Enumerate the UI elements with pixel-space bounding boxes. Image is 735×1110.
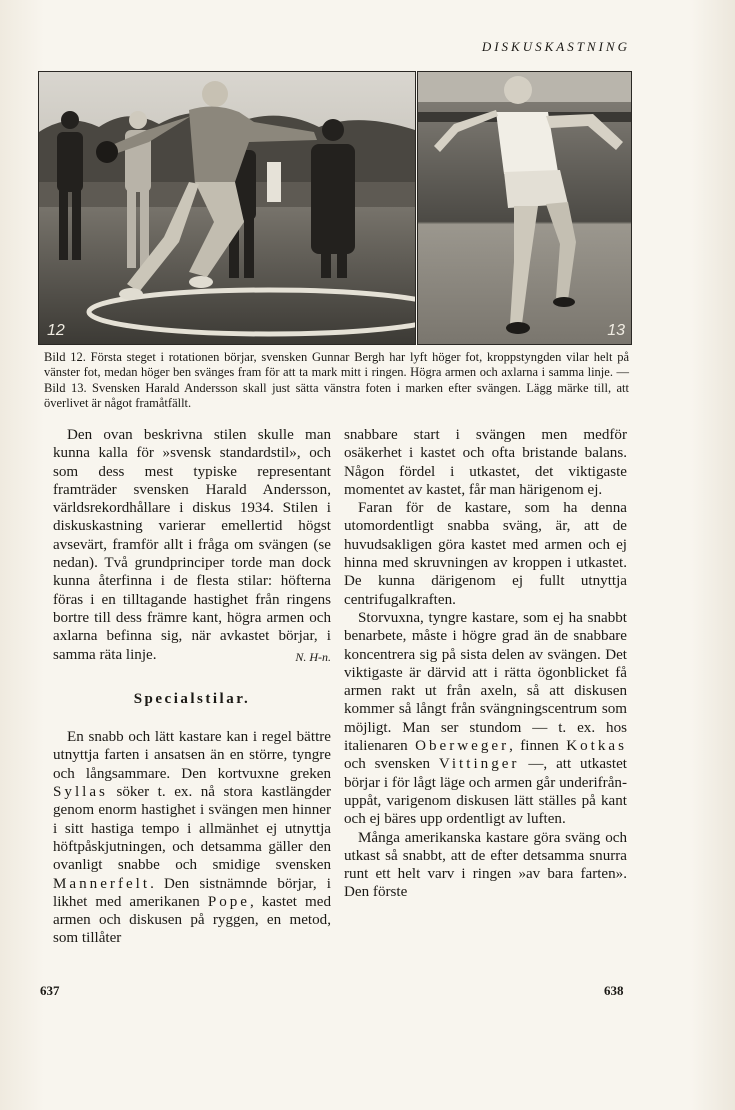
paragraph: Många amerikanska kastare göra sväng och utkast så snabbt, att de efter detsamma snurra runt ett helt varv i ringen »av bara farten». Den förste — [344, 829, 627, 901]
left-column — [53, 426, 331, 948]
person-name: Vittinger — [438, 756, 520, 773]
paragraph: Faran för de kastare, som ha denna utomordentligt snabba sväng, är, att de huvudsakligen göra kastet med armen och ej hinna med skruvningen av kroppen i utkastet. De kunna därigenom ej fullt utnyttja centrifugalkraften. — [344, 500, 627, 608]
page-number-left: 637 — [40, 983, 60, 998]
running-head: DISKUSKASTNING — [481, 39, 630, 54]
paragraph-text: . Den sistnämnde börjar, i likhet med amerikanen — [53, 875, 331, 910]
photo-13-label: 13 — [607, 322, 625, 339]
paragraph-text: och svensken — [344, 756, 439, 773]
paragraph: snabbare start i svängen men medför osäkerhet i kastet och ofta bristande balans. Någon fördel i utkastet, det viktigaste momentet av kastet, får man härigenom ej. — [344, 427, 627, 498]
author-signature: N. H-n. — [295, 649, 331, 664]
paragraph-text: En snabb och lätt kastare kan i regel bättre utnyttja farten i ansatsen än en större, tyngre och långsammare. Den kortvuxne greken — [53, 729, 331, 782]
photo-caption: Bild 12. Första steget i rotationen börjar, svensken Gunnar Bergh har lyft höger fot, kroppstyngden vilar helt på vänster fot, medan höger ben svänges fram för att ta mark mitt i ringen. Högra armen och axlarna i samma linje. — Bild 13. Svensken Harald Andersson skall just sätta vänstra foten i marken efter svängen. Lägg märke till, att överlivet är något framåtfällt. — [44, 350, 629, 411]
photo-discus-thrower-andersson-icon — [418, 72, 631, 344]
right-column — [344, 426, 627, 902]
paragraph-text: , finnen — [509, 738, 567, 755]
photo-13 — [417, 71, 632, 345]
paragraph-text: söker t. ex. nå stora kastlängder genom enorm hastighet i svängen men hinner i sitt hastiga tempo i allmänhet ej utnyttja höftpåskjutningen, och detsamma gäller den ovanligt snabbe och smidige svensken — [53, 784, 331, 874]
person-name: Oberweger — [415, 738, 510, 755]
person-name: Kotkas — [566, 738, 627, 755]
paragraph-text: , kastet med armen och diskusen på ryggen, en metod, som tillåter — [53, 893, 331, 947]
paragraph — [53, 728, 331, 948]
paragraph — [53, 426, 331, 664]
person-name: Pope — [207, 893, 250, 910]
paragraph-text: Storvuxna, tyngre kastare, som ej ha snabbt benarbete, måste i högre grad än de snabbare koncentrera sig på sista delen av svängen. Det viktigaste är därvid att i rätta ögonblicket få armen rakt ut från axeln, så att diskusen kommer så långt från svängningscentrum som möjligt. Man ser stundom — t. ex. hos italienaren — [344, 609, 627, 755]
person-name: Syllas — [53, 784, 108, 801]
photo-12-label: 12 — [47, 322, 65, 339]
paragraph-text: —, att utkastet börjar i för lågt läge och armen går underifrån-uppåt, varigenom diskusen lätt ställes på kant och ej bäres upp ordentligt av luften. — [344, 756, 627, 828]
page-number-right: 638 — [604, 983, 624, 998]
paragraph — [344, 609, 627, 829]
photo-discus-thrower-bergh-icon — [39, 72, 415, 344]
paragraph-text: Den ovan beskrivna stilen skulle man kunna kalla för »svensk standardstil», och som dess mest typiske representant framträder svensken Harald Andersson, världsrekordhållare i diskus 1934. Stilen i diskuskastning varierar emellertid högst avsevärt, framför allt i fråga om svängen (se nedan). Två grundprinciper torde man dock kunna återfinna i de flesta stilar: höfterna föras i en tilltagande hastighet från ringens bortre till dess främre kant, högra armen och axlarna befinna sig, när avkastet börjar, i samma räta linje. — [53, 427, 331, 663]
section-heading: Specialstilar. — [133, 690, 251, 707]
photo-12 — [38, 71, 416, 345]
person-name: Mannerfelt — [53, 875, 151, 892]
